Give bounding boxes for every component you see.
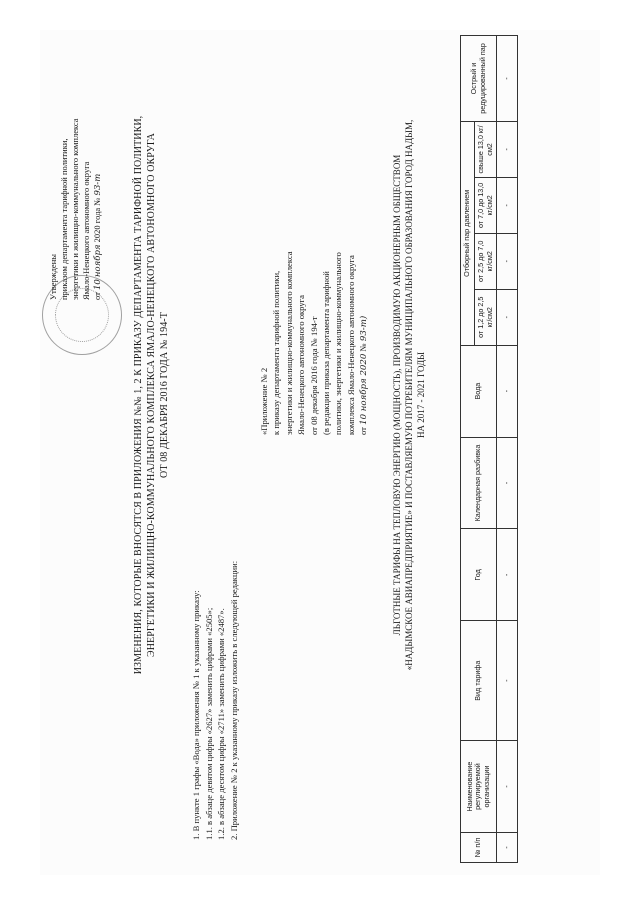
approval-line: приказом департамента тарифной политики, xyxy=(59,138,69,300)
appendix-number: 93-т) xyxy=(359,315,370,342)
header-water: Вода xyxy=(461,345,497,437)
table-cell: - xyxy=(497,233,518,289)
approval-line: энергетики и жилищно-коммунального комплекса xyxy=(70,118,80,300)
header-tariff-type: Вид тарифа xyxy=(461,621,497,741)
tariff-title: ЛЬГОТНЫЕ ТАРИФЫ НА ТЕПЛОВУЮ ЭНЕРГИЮ (МОЩНОСТЬ), ПРОИЗВОДИМУЮ АКЦИОНЕРНЫМ ОБЩЕСТВОМ «НАДЫМСКОЕ АВИАПРЕДПРИЯТИЕ» И ПОСТАВЛЯЕМУЮ ПОТРЕБИТЕЛЯМ МУНИЦИПАЛЬНОГО ОБРАЗОВАНИЯ ГОРОД НАДЫМ, НА 2017 - 2021 ГОДЫ xyxy=(392,119,426,671)
table-row xyxy=(497,36,518,863)
document-heading: ИЗМЕНЕНИЯ, КОТОРЫЕ ВНОСЯТСЯ В ПРИЛОЖЕНИЯ №№ 1, 2 К ПРИКАЗУ ДЕПАРТАМЕНТА ТАРИФНОЙ ПОЛИТИКИ, ЭНЕРГЕТИКИ И ЖИЛИЩНО-КОММУНАЛЬНОГО КОМПЛЕКСА ЯМАЛО-НЕНЕЦКОГО АВТОНОМНОГО ОКРУГА ОТ 08 ДЕКАБРЯ 2016 ГОДА № 194-Т xyxy=(133,115,170,675)
approval-date-month: ноября xyxy=(93,244,103,278)
header-sharp-steam: Острый и редуцированный пар xyxy=(461,36,497,122)
table-cell: - xyxy=(497,122,518,178)
table-cell: - xyxy=(497,36,518,122)
approval-line: Утверждены xyxy=(48,254,58,300)
table-cell: - xyxy=(497,529,518,621)
table-cell: - xyxy=(497,741,518,833)
amendment-item: 1.2. в абзаце десятом цифры «2711» заменить цифрами «2487». xyxy=(216,608,227,840)
appendix-date-line: от 10 ноября 2020 № 93-т) xyxy=(358,315,370,435)
approval-date-line: от 10 ноября 2020 года № 93-т xyxy=(92,173,103,300)
header-year: Год xyxy=(461,529,497,621)
document-page xyxy=(40,30,600,875)
appendix-block: «Приложение № 2 к приказу департамента тарифной политики, энергетики и жилищно-коммунального комплекса Ямало-Ненецкого автономного округа от 08 декабря 2016 года № 194-т (в редакции приказа департамента тарифной политики, энергетики и жилищно-коммунального комплекса Ямало-Ненецкого автономного округа от 10 ноября 2020 № 93-т) xyxy=(258,105,371,435)
amendment-item: 1.1. в абзаце девятом цифры «2627» заменить цифрами «2505»; xyxy=(203,607,214,840)
header-num: № п/п xyxy=(461,833,497,863)
appendix-date: 10 ноября 2020 xyxy=(359,353,370,425)
rotated-content xyxy=(40,30,600,875)
approval-block xyxy=(48,40,104,300)
table-cell: - xyxy=(497,833,518,863)
approval-date-day: 10 xyxy=(93,279,103,291)
tariff-table xyxy=(460,35,518,863)
table-cell: - xyxy=(497,289,518,345)
table-cell: - xyxy=(497,177,518,233)
table-cell: - xyxy=(497,437,518,529)
header-selected-steam: Отборный пар давлением xyxy=(461,122,475,346)
amendment-item: 2. Приложение № 2 к указанному приказу изложить в следующей редакции: xyxy=(228,560,239,840)
table-cell: - xyxy=(497,345,518,437)
header-organization: Наименование регулируемой организации xyxy=(461,741,497,833)
subheader-pressure: от 2,5 до 7,0 кг/см2 xyxy=(474,233,497,289)
subheader-pressure: от 1,2 до 2,5 кг/см2 xyxy=(474,289,497,345)
amendment-item: 1. В пункте 1 графы «Вода» приложения № 1 к указанному приказу: xyxy=(191,590,201,840)
table-header-row xyxy=(461,36,475,863)
subheader-pressure: свыше 13,0 кг/см2 xyxy=(474,122,497,178)
approval-line: Ямало-Ненецкого автономного округа xyxy=(81,161,91,300)
subheader-pressure: от 7,0 до 13,0 кг/см2 xyxy=(474,177,497,233)
header-calendar: Календарная разбивка xyxy=(461,437,497,529)
amendment-items xyxy=(190,320,240,840)
approval-number: 93-т xyxy=(93,173,103,196)
table-cell: - xyxy=(497,621,518,741)
